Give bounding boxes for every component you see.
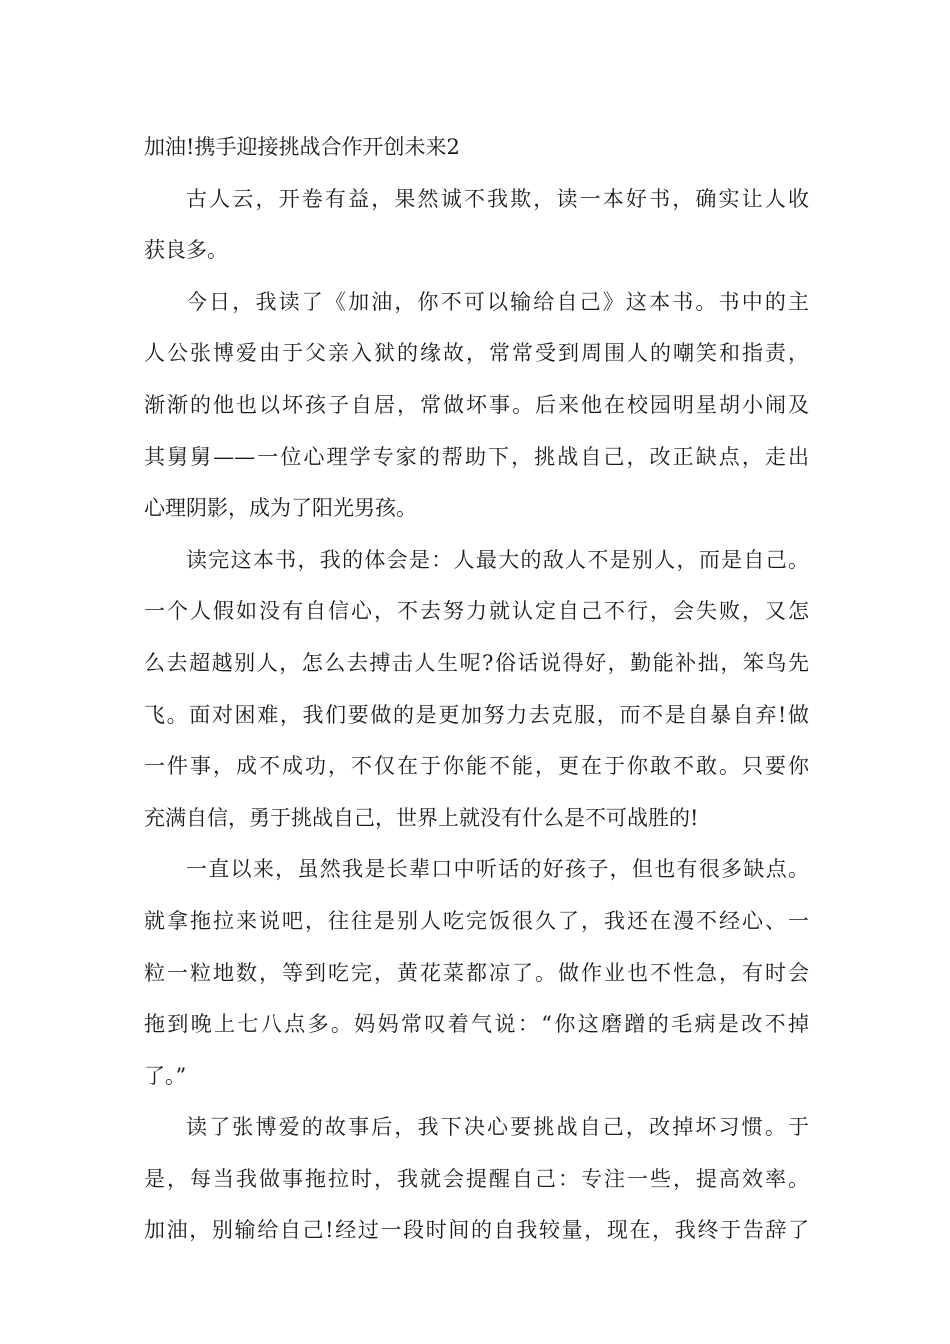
paragraph-line: 一件事，成不成功，不仅在于你能不能，更在于你敢不敢。只要你: [144, 754, 809, 779]
paragraph-line: 渐渐的他也以坏孩子自居，常做坏事。后来他在校园明星胡小闹及: [144, 392, 809, 417]
paragraph: [144, 277, 809, 535]
paragraph-line: 获良多。: [144, 238, 228, 263]
paragraph: [144, 535, 809, 845]
paragraph-line: 飞。面对困难，我们要做的是更加努力去克服，而不是自暴自弃!做: [144, 702, 809, 727]
document-page: [144, 122, 809, 1257]
paragraph-line: 么去超越别人，怎么去搏击人生呢?俗话说得好，勤能补拙，笨鸟先: [144, 650, 809, 675]
paragraph-line: 是，每当我做事拖拉时，我就会提醒自己：专注一些，提高效率。: [144, 1166, 809, 1191]
paragraph-line: 粒一粒地数，等到吃完，黄花菜都凉了。做作业也不性急，有时会: [144, 960, 809, 985]
paragraph-line: 一直以来，虽然我是长辈口中听话的好孩子，但也有很多缺点。: [186, 857, 809, 882]
paragraph-line: 充满自信，勇于挑战自己，世界上就没有什么是不可战胜的!: [144, 805, 699, 830]
paragraph: [144, 174, 809, 277]
paragraph-line: 读了张博爱的故事后，我下决心要挑战自己，改掉坏习惯。于: [186, 1115, 809, 1140]
paragraph: [144, 1102, 809, 1257]
paragraph: [144, 844, 809, 1102]
paragraph-line: 人公张博爱由于父亲入狱的缘故，常常受到周围人的嘲笑和指责，: [144, 341, 809, 366]
paragraph-line: 心理阴影，成为了阳光男孩。: [144, 496, 417, 521]
document-title: 加油!携手迎接挑战合作开创未来2: [144, 135, 460, 159]
paragraph-line: 古人云，开卷有益，果然诚不我欺，读一本好书，确实让人收: [186, 186, 809, 211]
paragraph-line: 其舅舅——一位心理学专家的帮助下，挑战自己，改正缺点，走出: [144, 444, 809, 469]
paragraph-line: 一个人假如没有自信心，不去努力就认定自己不行，会失败，又怎: [144, 599, 809, 624]
paragraph-line: 今日，我读了《加油，你不可以输给自己》这本书。书中的主: [186, 289, 809, 314]
paragraph-line: 了。”: [144, 1063, 187, 1088]
paragraph-line: 加油，别输给自己!经过一段时间的自我较量，现在，我终于告辞了: [144, 1218, 809, 1243]
paragraph-line: 读完这本书，我的体会是：人最大的敌人不是别人，而是自己。: [186, 547, 809, 572]
paragraph-line: 就拿拖拉来说吧，往往是别人吃完饭很久了，我还在漫不经心、一: [144, 908, 809, 933]
paragraph-line: 拖到晚上七八点多。妈妈常叹着气说：“你这磨蹭的毛病是改不掉: [144, 1012, 809, 1037]
